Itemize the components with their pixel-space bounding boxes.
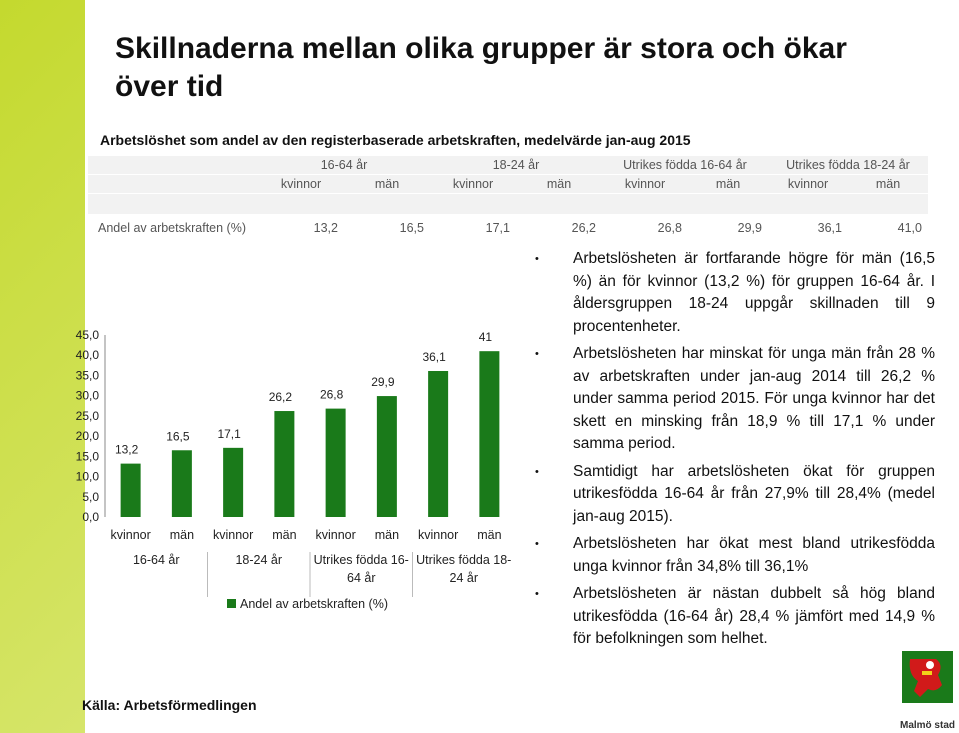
- y-tick-label: 20,0: [75, 429, 99, 444]
- x-tick-label: kvinnor: [417, 528, 459, 542]
- x-group-label-line: 24 år: [449, 571, 478, 585]
- y-tick-label: 45,0: [75, 328, 99, 342]
- y-tick-label: 0,0: [82, 510, 99, 524]
- list-item: [535, 248, 935, 338]
- list-item: [535, 343, 935, 456]
- y-tick-label: 25,0: [75, 408, 99, 423]
- bullet-list: [535, 248, 935, 656]
- table-cell: 36,1: [817, 221, 842, 235]
- y-tick-label: 35,0: [75, 368, 99, 383]
- x-group-label-line: Utrikes födda 18-: [416, 553, 512, 567]
- legend-swatch: [227, 599, 236, 608]
- table-sex-header: män: [688, 175, 768, 194]
- y-tick-label: 40,0: [75, 348, 99, 363]
- x-group-label: [314, 553, 409, 585]
- bar: [479, 351, 499, 517]
- table-sex-header: kvinnor: [430, 175, 516, 194]
- bullet-text: Arbetslösheten har minskat för unga män från 28 % av arbetskraften under jan-aug 2014 till 26,2 % under samma period 2015. För unga kvinnor har det skett en minsking från 18,9 % till 17,1 % under samma period.: [573, 345, 935, 452]
- y-tick-label: 15,0: [75, 449, 99, 464]
- source-note: Källa: Arbetsförmedlingen: [82, 697, 257, 713]
- data-label: 36,1: [422, 349, 446, 364]
- bullet-text: Arbetslösheten är fortfarande högre för män (16,5 %) än för kvinnor (13,2 %) för gruppen 16-64 år. I åldersgruppen 18-24 uppgår skillnaden till 9 procentenheter.: [573, 250, 935, 335]
- table-row-label: Andel av arbetskraften (%): [98, 221, 246, 235]
- data-label: 26,8: [319, 387, 344, 402]
- bar: [121, 464, 141, 517]
- bar: [274, 411, 294, 517]
- bullet-text: Arbetslösheten är nästan dubbelt så hög bland utrikesfödda (16-64 år) 28,4 % jämfört med 14,9 % för befolkningen som helhet.: [573, 585, 935, 647]
- x-tick-label: kvinnor: [212, 528, 254, 542]
- x-group-label-line: Utrikes födda 16-: [313, 553, 409, 567]
- table-sex-header: män: [848, 175, 928, 194]
- x-group-label-line: 64 år: [347, 571, 376, 585]
- y-tick-label: 10,0: [75, 469, 99, 484]
- table-cell: 13,2: [313, 221, 338, 235]
- bullet-icon: •: [535, 588, 539, 600]
- bar: [172, 450, 192, 517]
- data-label: 29,9: [371, 375, 395, 390]
- y-tick-label: 5,0: [82, 489, 99, 504]
- bullet-text: Arbetslösheten har ökat mest bland utrikesfödda unga kvinnor från 34,8% till 36,1%: [573, 535, 935, 575]
- logo-text: Malmö stad: [899, 720, 955, 731]
- table-cell: 29,9: [737, 221, 762, 235]
- bullet-text: Samtidigt har arbetslösheten ökat för gruppen utrikesfödda 16-64 år från 27,9% till 28,4% (medel jan-aug 2015).: [573, 462, 935, 525]
- table-sex-header: kvinnor: [602, 175, 688, 194]
- coat-of-arms-icon: [896, 645, 959, 715]
- page-title: Skillnaderna mellan olika grupper är stora och ökar över tid: [115, 32, 847, 103]
- table-spacer-row: [88, 194, 928, 215]
- bar: [377, 396, 397, 517]
- table-sex-header: kvinnor: [258, 175, 344, 194]
- bar: [223, 448, 243, 517]
- bullet-icon: •: [535, 253, 539, 265]
- table-group-header: 16-64 år: [258, 156, 430, 175]
- bullet-icon: •: [535, 348, 539, 360]
- table-cell: 26,8: [657, 221, 682, 235]
- table-cell: 16,5: [399, 221, 424, 235]
- x-tick-label: kvinnor: [315, 528, 356, 542]
- list-item: [535, 461, 935, 529]
- data-label: 17,1: [217, 426, 241, 441]
- x-tick-label: män: [272, 528, 297, 542]
- x-group-label-line: 16-64 år: [132, 553, 180, 567]
- table-caption: Arbetslöshet som andel av den registerbaserade arbetskraften, medelvärde jan-aug 2015: [100, 132, 691, 148]
- x-group-label-line: 18-24 år: [235, 553, 283, 567]
- list-item: [535, 583, 935, 651]
- data-label: 26,2: [268, 390, 293, 405]
- data-table: [88, 156, 928, 242]
- x-tick-label: män: [169, 528, 195, 542]
- legend-label: Andel av arbetskraften (%): [240, 597, 388, 611]
- bar: [326, 409, 346, 517]
- table-header-sexes: [88, 175, 928, 194]
- x-tick-label: kvinnor: [110, 528, 151, 542]
- data-label: 41: [478, 330, 493, 345]
- table-cell: 26,2: [571, 221, 596, 235]
- table-cell: 17,1: [485, 221, 510, 235]
- x-group-label: [235, 553, 282, 567]
- x-group-label: [416, 553, 511, 585]
- table-sex-header: män: [344, 175, 430, 194]
- x-group-label: [133, 553, 180, 567]
- bullet-icon: •: [535, 538, 539, 550]
- bar: [428, 371, 448, 517]
- x-tick-label: män: [477, 528, 502, 542]
- table-header-groups: [88, 156, 928, 175]
- malmo-stad-logo: [896, 645, 959, 733]
- x-tick-label: män: [374, 528, 400, 542]
- y-tick-label: 30,0: [75, 388, 99, 403]
- table-group-header: Utrikes födda 18-24 år: [768, 156, 928, 175]
- data-label: 13,2: [114, 442, 139, 457]
- table-sex-header: kvinnor: [768, 175, 848, 194]
- table-sex-header: män: [516, 175, 602, 194]
- bar-chart: [70, 320, 530, 620]
- table-cell: 41,0: [897, 221, 922, 235]
- list-item: [535, 533, 935, 578]
- bullet-icon: •: [535, 465, 539, 478]
- table-group-header: 18-24 år: [430, 156, 602, 175]
- data-label: 16,5: [166, 429, 190, 444]
- table-group-header: Utrikes födda 16-64 år: [602, 156, 768, 175]
- table-row: [88, 214, 928, 242]
